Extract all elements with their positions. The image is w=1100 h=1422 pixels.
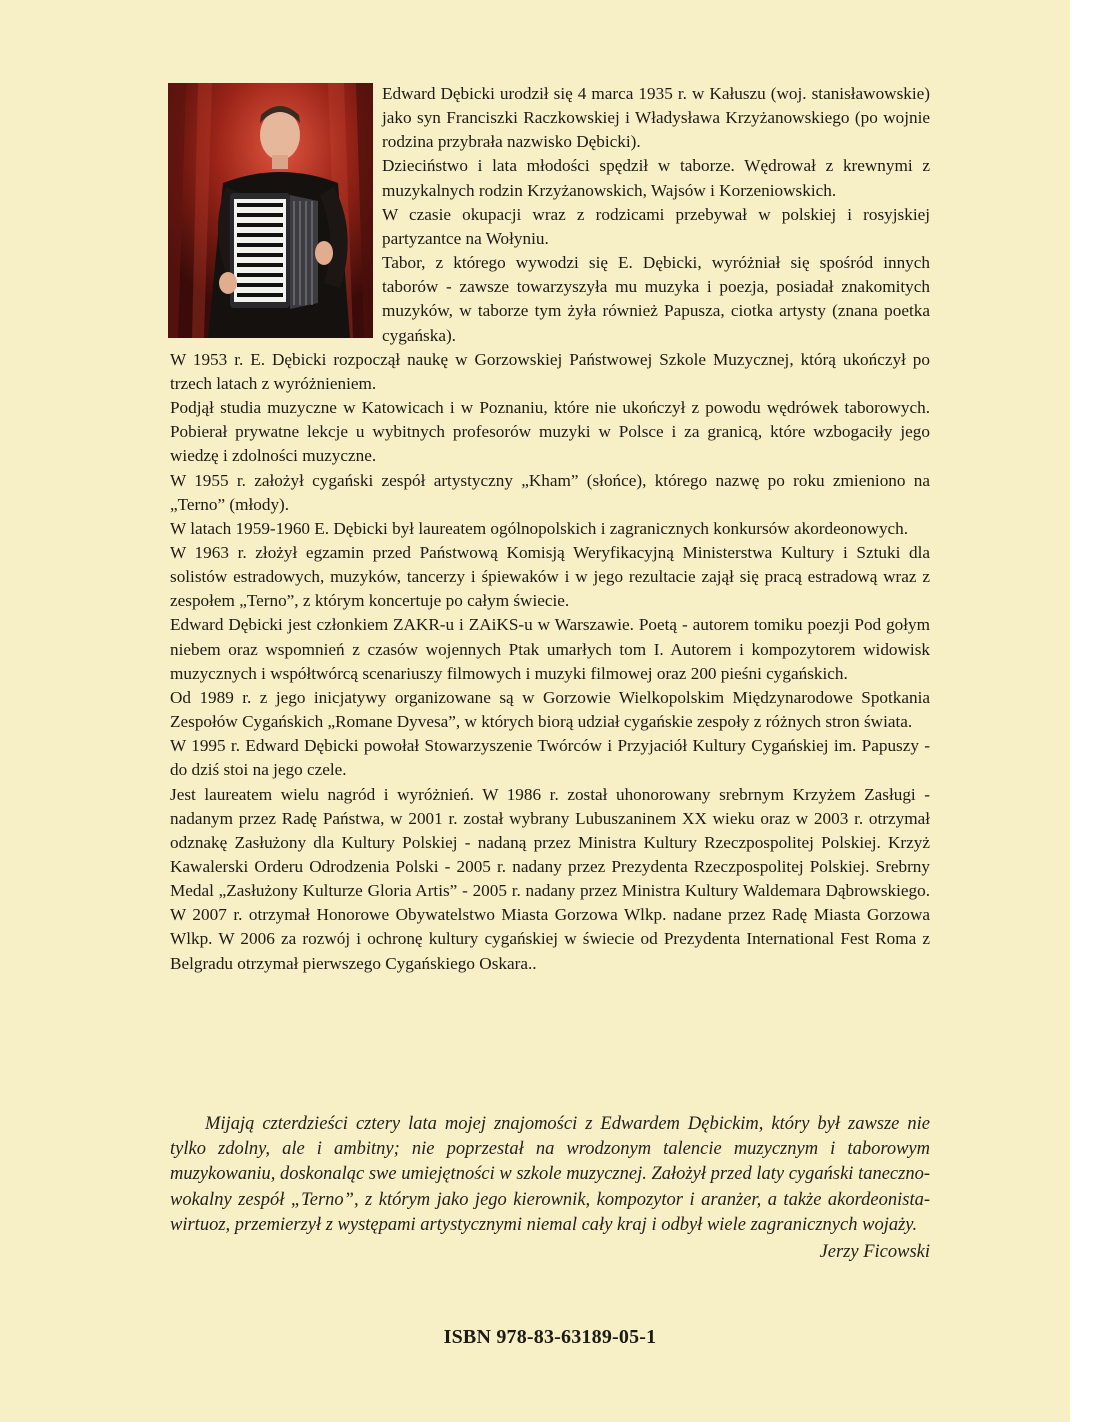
bio-paragraph: Od 1989 r. z jego inicjatywy organizowane są w Gorzowie Wielkopolskim Międzynarodowe Spotkania Zespołów Cygańskich „Romane Dyvesa”, w których biorą udział cygańskie zespoły z różnych stron świata. bbox=[170, 687, 930, 732]
testimonial-quote bbox=[170, 1112, 930, 1265]
bio-paragraph: W latach 1959-1960 E. Dębicki był laureatem ogólnopolskich i zagranicznych konkursów akordeonowych. bbox=[170, 518, 909, 538]
photo-spacer bbox=[170, 82, 382, 347]
bio-paragraph: W 1953 r. E. Dębicki rozpoczął naukę w Gorzowskiej Państwowej Szkole Muzycznej, którą ukończył po trzech latach z wyróżnieniem. bbox=[170, 349, 930, 393]
bio-paragraph: Podjął studia muzyczne w Katowicach i w Poznaniu, które nie ukończył z powodu wędrówek taborowych. Pobierał prywatne lekcje u wybitnych profesorów muzyki w Polsce i za granicą, które wzbogaciły jego wiedzę i zdolności muzyczne. bbox=[170, 398, 930, 466]
bio-paragraph: W czasie okupacji wraz z rodzicami przebywał w polskiej i rosyjskiej partyzantce na Wołyniu. bbox=[382, 204, 930, 248]
bio-paragraph: Edward Dębicki jest członkiem ZAKR-u i ZAiKS-u w Warszawie. Poetą - autorem tomiku poezji Pod gołym niebem oraz wspomnień z czasów wojennych Ptak umarłych tom I. Autorem i kompozytorem widowisk muzycznych i współtwórcą scenariuszy filmowych i muzyki filmowej oraz 200 pieśni cygańskich. bbox=[170, 615, 930, 683]
bio-paragraph: Dzieciństwo i lata młodości spędził w taborze. Wędrował z krewnymi z muzykalnych rodzin Krzyżanowskich, Wajsów i Korzeniowskich. bbox=[382, 156, 930, 200]
quote-author: Jerzy Ficowski bbox=[819, 1242, 930, 1263]
bio-paragraph: W 1963 r. złożył egzamin przed Państwową Komisją Weryfikacyjną Ministerstwa Kultury i Sztuki dla solistów estradowych, muzyków, tancerzy i śpiewaków i w jego rezultacie zajął się pracą estradową wraz z zespołem „Terno”, z którym koncertuje po całym świecie. bbox=[170, 542, 930, 611]
quote-text: Mijają czterdzieści cztery lata mojej znajomości z Edwardem Dębickim, który był zawsze nie tylko zdolny, ale i ambitny; nie poprzestał na wrodzonym talencie muzycznym i taborowym muzykowaniu, doskonaląc swe umiejętności w szkole muzycznej. Założył przed laty cygański taneczno-wokalny zespół „Terno”, z którym jako jego kierownik, kompozytor i aranżer, a także akordeonista-wirtuoz, przemierzył z występami artystycznymi niemal cały kraj i odbył wiele zagranicznych wojaży. bbox=[170, 1114, 930, 1235]
bio-paragraph: Jest laureatem wielu nagród i wyróżnień. W 1986 r. został uhonorowany srebrnym Krzyżem Zasługi - nadanym przez Radę Państwa, w 2001 r. został wybrany Lubuszaninem XX wieku oraz w 2003 r. otrzymał odznakę Zasłużony dla Kultury Polskiej - nadaną przez Ministra Kultury Rzeczpospolitej Polskiej. Krzyż Kawalerski Orderu Odrodzenia Polski - 2005 r. nadany przez Prezydenta Rzeczpospolitej Polskiej. Srebrny Medal „Zasłużony Kulturze Gloria Artis” - 2005 r. nadany przez Ministra Kultury Waldemara Dąbrowskiego. W 2007 r. otrzymał Honorowe Obywatelstwo Miasta Gorzowa Wlkp. nadane przez Radę Miasta Gorzowa Wlkp. W 2006 za rozwój i ochronę kultury cygańskiej w świecie od Prezydenta International Fest Roma z Belgradu otrzymał pierwszego Cygańskiego Oskara.. bbox=[170, 784, 930, 973]
bio-paragraph: Tabor, z którego wywodzi się E. Dębicki, wyróżniał się spośród innych taborów - zawsze towarzyszyła mu muzyka i poezja, posiadał znakomitych muzyków, w taborze tym żyła również Papusza, ciotka artysty (znana poetka cygańska). bbox=[382, 253, 930, 345]
bio-paragraph: Edward Dębicki urodził się 4 marca 1935 r. w Kałuszu (woj. stanisławowskie) jako syn Franciszki Raczkowskiej i Władysława Krzyżanowskiego (po wojnie rodzina przybrała nazwisko Dębicki). bbox=[382, 84, 930, 152]
isbn-number: ISBN 978-83-63189-05-1 bbox=[443, 1326, 657, 1348]
biography bbox=[170, 82, 930, 976]
bio-paragraph: W 1955 r. założył cygański zespół artystyczny „Kham” (słońce), którego nazwę po roku zmieniono na „Terno” (młody). bbox=[170, 470, 930, 514]
bio-paragraph: W 1995 r. Edward Dębicki powołał Stowarzyszenie Twórców i Przyjaciół Kultury Cygańskiej im. Papuszy - do dziś stoi na jego czele. bbox=[170, 736, 930, 780]
